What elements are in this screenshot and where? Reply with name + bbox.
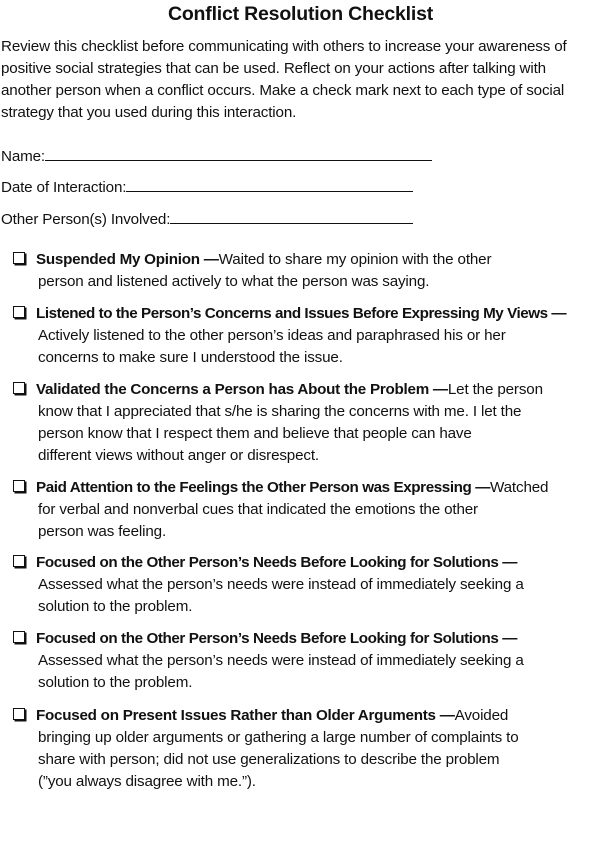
other-persons-involved-field-line[interactable]: [170, 207, 413, 224]
item-heading: Listened to the Person’s Concerns and Issues Before Expressing My Views —: [36, 305, 567, 322]
item-text: (”you always disagree with me.”).: [38, 773, 256, 790]
item-heading: Focused on the Other Person’s Needs Before Looking for Solutions —: [36, 630, 518, 647]
item-text: Actively listened to the other person’s ideas and paraphrased his or her: [38, 327, 506, 344]
other-persons-involved-field-label: Other Person(s) Involved:: [1, 211, 171, 228]
item-text: bringing up older arguments or gathering a large number of complaints to: [38, 729, 519, 746]
item-text: Assessed what the person’s needs were instead of immediately seeking a: [38, 652, 524, 669]
checklist-item: [13, 249, 599, 293]
item-text: concerns to make sure I understood the issue.: [38, 349, 343, 366]
checkbox-icon[interactable]: [13, 555, 25, 567]
item-text: Waited to share my opinion with the other: [218, 251, 492, 268]
name-field-label: Name:: [1, 148, 45, 165]
checklist-item: [13, 552, 599, 618]
item-text: Watched: [490, 479, 549, 496]
checklist-item: [13, 705, 599, 793]
date-of-interaction-field[interactable]: [1, 175, 413, 197]
checkbox-icon[interactable]: [13, 252, 25, 264]
item-heading: Focused on Present Issues Rather than Older Arguments —: [36, 707, 455, 724]
page-title: Conflict Resolution Checklist: [167, 3, 434, 25]
checkbox-icon[interactable]: [13, 708, 25, 720]
checklist-item: [13, 628, 599, 694]
intro-paragraph: Review this checklist before communicating with others to increase your awareness of positive social strategies that can be used. Reflect on your actions after talking with another person when a conflict occurs. Make a check mark next to each type of social strategy that you used during this interaction.: [1, 38, 567, 121]
item-text: person know that I respect them and believe that people can have: [38, 425, 472, 442]
name-field[interactable]: [1, 144, 432, 166]
checklist-item: [13, 303, 599, 369]
item-text: Avoided: [454, 707, 509, 724]
item-text: know that I appreciated that s/he is sharing the concerns with me. I let the: [38, 403, 522, 420]
other-persons-involved-field[interactable]: [1, 207, 413, 229]
item-text: person was feeling.: [38, 523, 167, 540]
checklist-item: [13, 477, 599, 543]
checkbox-icon[interactable]: [13, 480, 25, 492]
item-text: share with person; did not use generalizations to describe the problem: [38, 751, 500, 768]
item-text: Assessed what the person’s needs were instead of immediately seeking a: [38, 576, 524, 593]
item-text: for verbal and nonverbal cues that indicated the emotions the other: [38, 501, 478, 518]
item-text: person and listened actively to what the person was saying.: [38, 273, 430, 290]
item-text: solution to the problem.: [38, 674, 193, 691]
date-of-interaction-field-label: Date of Interaction:: [1, 179, 127, 196]
item-text: solution to the problem.: [38, 598, 193, 615]
checklist-item: [13, 379, 599, 467]
date-of-interaction-field-line[interactable]: [126, 175, 413, 192]
item-text: Let the person: [447, 381, 543, 398]
name-field-line[interactable]: [45, 144, 432, 161]
checkbox-icon[interactable]: [13, 631, 25, 643]
checkbox-icon[interactable]: [13, 306, 25, 318]
item-heading: Suspended My Opinion —: [36, 251, 219, 268]
checkbox-icon[interactable]: [13, 382, 25, 394]
item-heading: Validated the Concerns a Person has About the Problem —: [36, 381, 448, 398]
item-heading: Focused on the Other Person’s Needs Before Looking for Solutions —: [36, 554, 518, 571]
item-text: different views without anger or disrespect.: [38, 447, 319, 464]
item-heading: Paid Attention to the Feelings the Other Person was Expressing —: [36, 479, 491, 496]
